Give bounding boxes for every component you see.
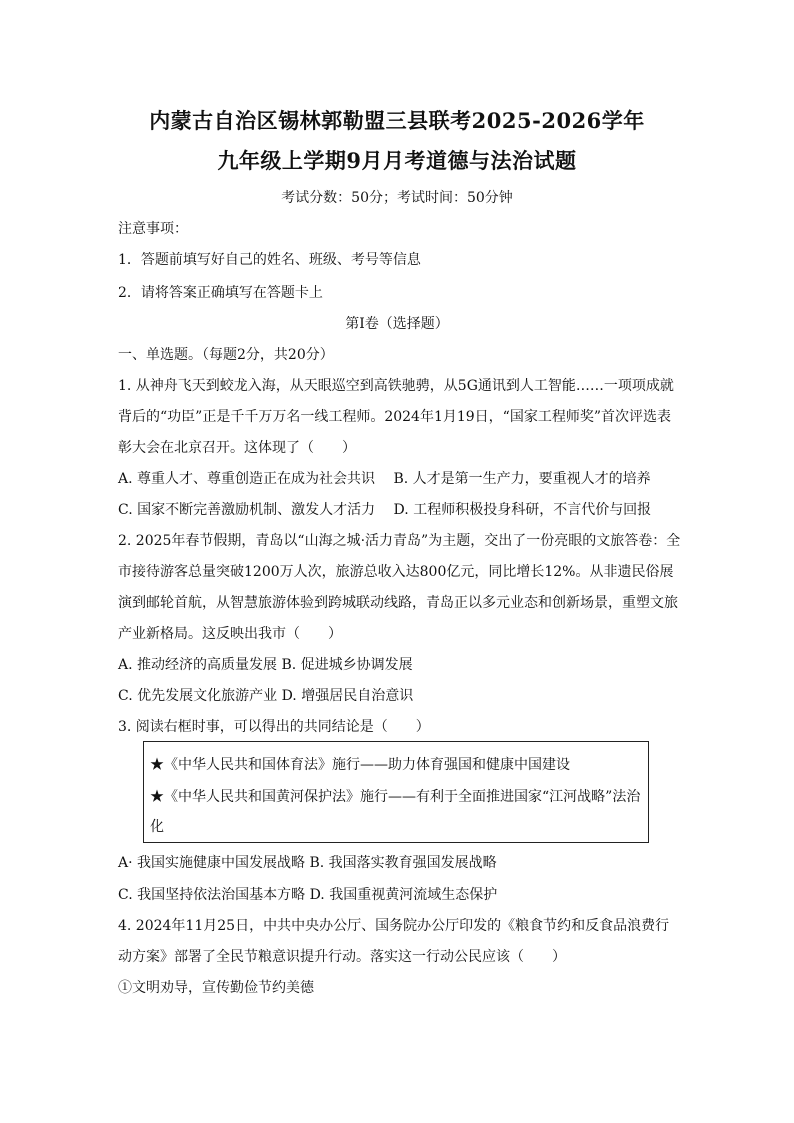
news-box-item: ★《中华人民共和国黄河保护法》施行——有利于全面推进国家“江河战略”法治 [150,789,641,805]
part-heading: 一、单选题。（每题2分，共20分） [118,347,334,363]
question-1-options: C. 国家不断完善激励机制、激发人才活力 D. 工程师积极投身科研，不言代价与回报 [118,502,652,518]
question-1-line: 彰大会在北京召开。这体现了（ ） [118,440,356,456]
exam-title-line2: 九年级上学期9月月考道德与法治试题 [217,148,577,173]
question-3-options: A· 我国实施健康中国发展战略 B. 我国落实教育强国发展战略 [118,855,497,871]
question-4-line: 4. 2024年11月25日，中共中央办公厅、国务院办公厅印发的《粮食节约和反食品浪费行 [118,918,670,934]
question-3-options: C. 我国坚持依法治国基本方略 D. 我国重视黄河流域生态保护 [118,887,498,903]
question-3-line: 3. 阅读右框时事，可以得出的共同结论是（ ） [118,719,430,735]
question-2-line: 2. 2025年春节假期，青岛以“山海之城·活力青岛”为主题，交出了一份亮眼的文旅答卷：全 [118,533,681,549]
question-2-options: A. 推动经济的高质量发展 B. 促进城乡协调发展 [118,657,413,673]
notes-heading: 注意事项： [118,221,188,237]
note-item: 1．答题前填写好自己的姓名、班级、考号等信息 [118,252,421,268]
question-4-statement: ①文明劝导，宣传勤俭节约美德 [118,980,314,996]
question-2-line: 市接待游客总量突破1200万人次，旅游总收入达800亿元，同比增长12%。从非遗民俗展 [118,564,674,580]
volume-heading: 第I卷（选择题） [345,316,449,332]
question-1-line: 背后的“功臣”正是千千万万名一线工程师。2024年1月19日，“国家工程师奖”首次评选表 [118,409,671,425]
note-item: 2．请将答案正确填写在答题卡上 [118,285,323,301]
question-2-line: 产业新格局。这反映出我市（ ） [118,626,342,642]
question-1-options: A. 尊重人才、尊重创造正在成为社会共识 B. 人才是第一生产力，要重视人才的培养 [118,471,651,487]
question-4-line: 动方案》部署了全民节粮意识提升行动。落实这一行动公民应该（ ） [118,949,566,965]
exam-title-line1: 内蒙古自治区锡林郭勒盟三县联考2025-2026学年 [149,108,645,133]
question-2-options: C. 优先发展文化旅游产业 D. 增强居民自治意识 [118,688,414,704]
question-1-line: 1. 从神舟飞天到蛟龙入海，从天眼巡空到高铁驰骋，从5G通讯到人工智能……一项项成就 [118,378,674,394]
question-2-line: 演到邮轮首航，从智慧旅游体验到跨城联动线路，青岛正以多元业态和创新场景，重塑文旅 [118,595,678,611]
exam-info: 考试分数：50分；考试时间：50分钟 [281,190,513,206]
news-box-item: ★《中华人民共和国体育法》施行——助力体育强国和健康中国建设 [150,757,570,773]
news-box-item: 化 [150,819,164,835]
